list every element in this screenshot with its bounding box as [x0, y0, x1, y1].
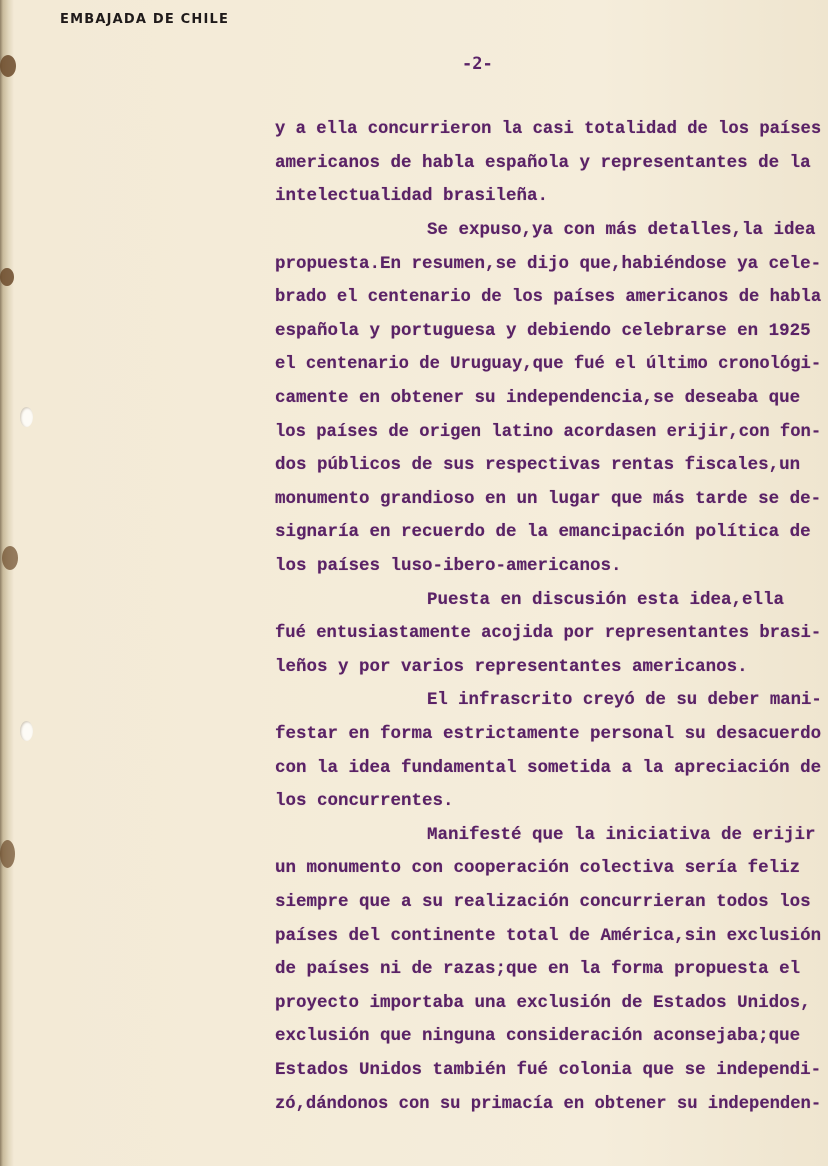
text-line: americanos de habla española y representantes de la: [275, 153, 811, 173]
text-line: intelectualidad brasileña.: [275, 186, 549, 206]
text-line: leños y por varios representantes americanos.: [275, 657, 748, 677]
text-line: el centenario de Uruguay,que fué el último cronológi-: [275, 355, 822, 374]
text-line: dos públicos de sus respectivas rentas fiscales,un: [275, 455, 801, 475]
text-line: Estados Unidos también fué colonia que se independi-: [275, 1060, 822, 1080]
text-line: Puesta en discusión esta idea,ella: [427, 590, 785, 610]
text-line: Se expuso,ya con más detalles,la idea: [427, 220, 816, 240]
text-line: de países ni de razas;que en la forma propuesta el: [275, 959, 801, 979]
text-line: fué entusiastamente acojida por representantes brasi-: [275, 624, 822, 643]
text-line: Manifesté que la iniciativa de erijir: [427, 825, 816, 845]
letterhead: EMBAJADA DE CHILE: [60, 12, 230, 27]
page-number: -2-: [462, 54, 493, 74]
text-line: países del continente total de América,sin exclusión: [275, 926, 822, 946]
text-line: los países luso-ibero-americanos.: [275, 556, 622, 576]
text-line: monumento grandioso en un lugar que más tarde se de-: [275, 489, 822, 509]
text-line: exclusión que ninguna consideración aconsejaba;que: [275, 1026, 801, 1046]
text-line: los países de origen latino acordasen erijir,con fon-: [275, 423, 822, 442]
text-line: proyecto importaba una exclusión de Estados Unidos,: [275, 993, 811, 1013]
text-line: zó,dándonos con su primacía en obtener su independen-: [275, 1095, 822, 1114]
text-line: los concurrentes.: [275, 791, 454, 811]
text-line: con la idea fundamental sometida a la apreciación de: [275, 758, 822, 778]
text-line: signaría en recuerdo de la emancipación política de: [275, 522, 811, 542]
text-line: un monumento con cooperación colectiva sería feliz: [275, 858, 801, 878]
text-line: brado el centenario de los países americanos de habla: [275, 288, 822, 307]
text-line: festar en forma estrictamente personal su desacuerdo: [275, 724, 822, 744]
text-line: española y portuguesa y debiendo celebrarse en 1925: [275, 321, 811, 341]
text-line: camente en obtener su independencia,se deseaba que: [275, 388, 801, 408]
text-line: siempre que a su realización concurrieran todos los: [275, 892, 811, 912]
text-line: propuesta.En resumen,se dijo que,habiéndose ya cele-: [275, 254, 822, 274]
text-line: y a ella concurrieron la casi totalidad de los países: [275, 120, 822, 139]
text-line: El infrascrito creyó de su deber mani-: [427, 691, 822, 710]
